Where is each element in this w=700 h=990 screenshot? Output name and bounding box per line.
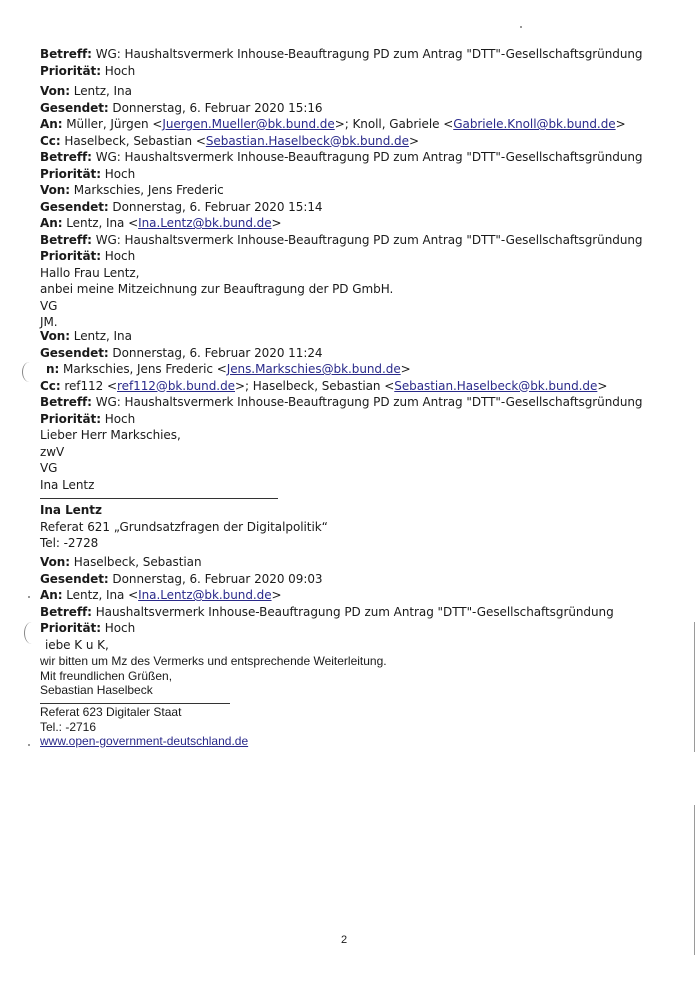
cc-line xyxy=(40,378,680,395)
subject-text: WG: Haushaltsvermerk Inhouse-Beauftragung PD zum Antrag "DTT"-Gesellschaftsgründung xyxy=(95,232,643,247)
body-line: Hallo Frau Lentz, xyxy=(40,265,140,280)
priority-value: Hoch xyxy=(104,249,136,263)
priority-label: Priorität: xyxy=(40,249,101,263)
to-close: > xyxy=(615,117,626,131)
sent-label: Gesendet: xyxy=(40,100,109,115)
subject-line xyxy=(40,232,680,249)
sent-value: Donnerstag, 6. Februar 2020 15:14 xyxy=(112,199,323,214)
from-line xyxy=(40,182,680,199)
priority-label: Priorität: xyxy=(40,621,101,635)
sent-label: Gesendet: xyxy=(40,199,109,214)
email-link-lentz[interactable]: Ina.Lentz@bk.bund.de xyxy=(138,216,272,230)
sent-value: Donnerstag, 6. Februar 2020 09:03 xyxy=(112,571,323,586)
from-value: Lentz, Ina xyxy=(73,84,132,98)
signature-name xyxy=(40,502,680,519)
subject-label: Betreff: xyxy=(40,47,92,61)
subject-line xyxy=(40,394,680,411)
priority-label: Priorität: xyxy=(40,166,101,181)
from-label: Von: xyxy=(40,555,71,569)
body-line: VG xyxy=(40,298,58,313)
scan-speck xyxy=(520,26,522,28)
from-label: Von: xyxy=(40,183,71,197)
signature-divider xyxy=(40,498,278,499)
to-name: Lentz, Ina < xyxy=(66,216,139,230)
priority-line xyxy=(40,411,680,428)
sent-label: Gesendet: xyxy=(40,345,109,360)
priority-label: Priorität: xyxy=(40,63,101,78)
to-name-1: Müller, Jürgen < xyxy=(66,117,163,131)
body-line: Sebastian Haselbeck xyxy=(40,683,153,697)
signature-name-text: Ina Lentz xyxy=(40,503,102,517)
priority-line xyxy=(40,63,680,80)
priority-value: Hoch xyxy=(104,166,136,181)
scan-artifact xyxy=(24,622,39,644)
cc-close: > xyxy=(408,133,419,148)
sent-line xyxy=(40,100,680,117)
body-line: JM. xyxy=(40,315,58,329)
email-message-4 xyxy=(40,554,680,698)
sent-value: Donnerstag, 6. Februar 2020 15:16 xyxy=(112,100,323,115)
email-link-markschies[interactable]: Jens.Markschies@bk.bund.de xyxy=(226,362,401,376)
signature-phone: Tel: -2728 xyxy=(40,536,99,550)
subject-text: Haushaltsvermerk Inhouse-Beauftragung PD zum Antrag "DTT"-Gesellschaftsgründung xyxy=(95,604,614,619)
to-close: > xyxy=(271,216,282,230)
signature-referat: Referat 621 „Grundsatzfragen der Digitalpolitik“ xyxy=(40,519,328,534)
sent-line xyxy=(40,571,680,588)
email-message-2 xyxy=(40,182,680,331)
priority-line xyxy=(40,166,680,183)
cc-name-1: ref112 < xyxy=(64,378,117,393)
body-line: wir bitten um Mz des Vermerks und entsprechende Weiterleitung. xyxy=(40,654,387,668)
scan-edge-line xyxy=(694,622,695,752)
body-line: zwV xyxy=(40,444,65,459)
subject-label: Betreff: xyxy=(40,232,92,247)
scan-artifact xyxy=(22,362,37,382)
scan-speck xyxy=(28,596,30,598)
email-header-top xyxy=(40,46,680,79)
to-close: > xyxy=(400,362,411,376)
cc-name: Haselbeck, Sebastian < xyxy=(64,133,206,148)
subject-line xyxy=(40,46,680,63)
email-link-haselbeck[interactable]: Sebastian.Haselbeck@bk.bund.de xyxy=(394,378,598,393)
to-name: Lentz, Ina < xyxy=(66,588,139,602)
from-label: Von: xyxy=(40,329,71,343)
from-line xyxy=(40,83,680,100)
subject-text: WG: Haushaltsvermerk Inhouse-Beauftragung PD zum Antrag "DTT"-Gesellschaftsgründung xyxy=(95,395,643,409)
body-line: Lieber Herr Markschies, xyxy=(40,428,181,442)
cc-label: Cc: xyxy=(40,378,61,393)
to-line xyxy=(40,587,680,604)
priority-line xyxy=(40,620,680,637)
email-message-3 xyxy=(40,328,680,493)
from-value: Lentz, Ina xyxy=(73,329,132,343)
sent-line xyxy=(40,345,680,362)
to-label: n: xyxy=(46,362,60,376)
email-header-1 xyxy=(40,83,680,182)
email-link-haselbeck[interactable]: Sebastian.Haselbeck@bk.bund.de xyxy=(205,133,409,148)
cc-line xyxy=(40,133,680,150)
priority-value: Hoch xyxy=(104,63,136,78)
to-label: An: xyxy=(40,216,63,230)
cc-close: > xyxy=(597,378,608,393)
to-line xyxy=(40,116,680,133)
to-label: An: xyxy=(40,588,63,602)
website-link[interactable]: www.open-government-deutschland.de xyxy=(40,734,249,748)
priority-value: Hoch xyxy=(104,411,136,426)
to-line xyxy=(40,215,680,232)
from-value: Haselbeck, Sebastian xyxy=(73,555,202,569)
signature-phone: Tel.: -2716 xyxy=(40,719,97,734)
body-line: anbei meine Mitzeichnung zur Beauftragung der PD GmbH. xyxy=(40,282,394,296)
sent-label: Gesendet: xyxy=(40,571,109,586)
email-link-knoll[interactable]: Gabriele.Knoll@bk.bund.de xyxy=(453,117,616,131)
from-label: Von: xyxy=(40,84,71,98)
to-name-2: >; Knoll, Gabriele < xyxy=(334,117,454,131)
body-line: Ina Lentz xyxy=(40,477,95,492)
to-label: An: xyxy=(40,117,63,131)
cc-name-2: >; Haselbeck, Sebastian < xyxy=(234,378,395,393)
scan-edge-line xyxy=(694,805,695,955)
sent-line xyxy=(40,199,680,216)
to-name: Markschies, Jens Frederic < xyxy=(63,362,227,376)
signature-lentz xyxy=(40,502,680,552)
subject-line xyxy=(40,604,680,621)
subject-text: WG: Haushaltsvermerk Inhouse-Beauftragung PD zum Antrag "DTT"-Gesellschaftsgründung xyxy=(95,47,643,61)
cc-label: Cc: xyxy=(40,133,61,148)
subject-text: WG: Haushaltsvermerk Inhouse-Beauftragung PD zum Antrag "DTT"-Gesellschaftsgründung xyxy=(95,150,643,164)
priority-line xyxy=(40,248,680,265)
priority-value: Hoch xyxy=(104,621,136,635)
to-line xyxy=(40,361,680,378)
email-link-ref112[interactable]: ref112@bk.bund.de xyxy=(117,378,235,393)
email-link-mueller[interactable]: Juergen.Mueller@bk.bund.de xyxy=(162,117,335,131)
from-line xyxy=(40,554,680,571)
subject-label: Betreff: xyxy=(40,150,92,164)
from-line xyxy=(40,328,680,345)
body-line: Mit freundlichen Grüßen, xyxy=(40,668,173,683)
priority-label: Priorität: xyxy=(40,411,101,426)
subject-label: Betreff: xyxy=(40,395,92,409)
subject-line xyxy=(40,149,680,166)
greeting-line: iebe K u K, xyxy=(45,637,109,652)
sent-value: Donnerstag, 6. Februar 2020 11:24 xyxy=(112,345,323,360)
from-value: Markschies, Jens Frederic xyxy=(73,183,224,197)
email-link-lentz[interactable]: Ina.Lentz@bk.bund.de xyxy=(138,588,272,602)
to-close: > xyxy=(271,588,282,602)
page-number: 2 xyxy=(341,934,348,946)
scan-speck xyxy=(28,744,30,746)
signature-referat: Referat 623 Digitaler Staat xyxy=(40,705,182,719)
signature-divider xyxy=(40,703,230,704)
signature-haselbeck xyxy=(40,705,680,749)
body-line: VG xyxy=(40,461,58,475)
subject-label: Betreff: xyxy=(40,604,92,619)
